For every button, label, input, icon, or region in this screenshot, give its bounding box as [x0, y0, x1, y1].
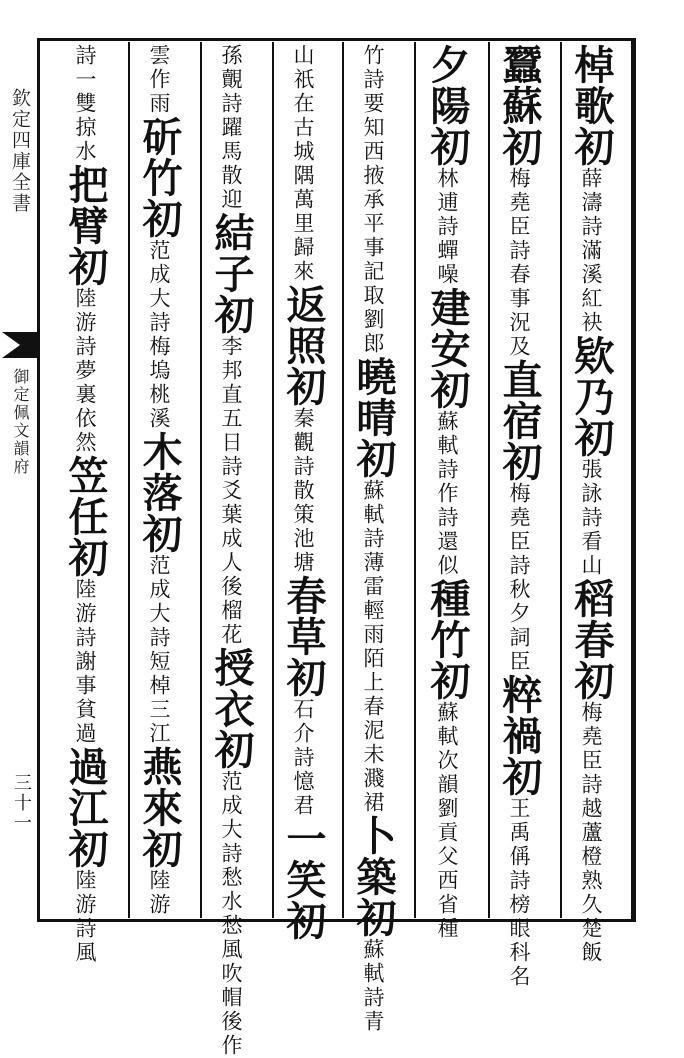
entry-quote: 詩風: [73, 917, 97, 965]
entry-quote: 況及: [507, 311, 531, 359]
entry-head: 返照初: [280, 284, 327, 407]
entry-quote: 蘆橙熟久楚飯: [579, 821, 603, 965]
entry-citation: 李邦直五日詩爻葉: [219, 335, 243, 527]
entry-quote: 山祇在古城隅萬: [291, 44, 315, 212]
entry-head: 一笑初: [280, 818, 327, 941]
entry-citation: 蘇軾: [361, 938, 385, 986]
entry-head: 卜築初: [350, 815, 397, 938]
entry-citation: 張詠詩看: [579, 458, 603, 554]
entry-citation: 石介詩憶: [291, 698, 315, 794]
entry-quote: 孫覿詩躍馬: [219, 44, 243, 164]
text-column: [350, 44, 397, 1034]
text-column: [136, 44, 183, 917]
entry-head: 把臂初: [62, 164, 109, 287]
column-divider: [128, 42, 130, 918]
entry-quote: 榜眼科名: [507, 893, 531, 989]
entry-quote: 散迎: [219, 164, 243, 212]
entry-head: 授衣初: [208, 647, 255, 770]
entry-quote: 陌上春泥未濺裙: [361, 647, 385, 815]
entry-citation: 梅堯臣詩秋夕: [507, 482, 531, 626]
entry-head: 結子初: [208, 212, 255, 335]
entry-head: 欵乃初: [568, 335, 615, 458]
text-column: [496, 44, 543, 989]
entry-quote: 噪: [435, 263, 459, 287]
entry-citation: 梅堯臣詩越: [579, 701, 603, 821]
entry-head: 笠任初: [62, 455, 109, 578]
column-divider: [342, 42, 344, 918]
entry-head: 過江初: [62, 746, 109, 869]
entry-quote: 君: [291, 794, 315, 818]
entry-quote: 成人後榴花: [219, 527, 243, 647]
entry-citation: 范成大詩短棹: [147, 554, 171, 698]
entry-head: 蠶蘇初: [496, 44, 543, 167]
page-number: 三十一: [11, 773, 32, 833]
entry-head: 粹禍初: [496, 674, 543, 797]
entry-quote: 還似: [435, 530, 459, 578]
column-divider: [272, 42, 274, 918]
entry-quote: 池塘: [291, 527, 315, 575]
text-column: [424, 44, 471, 941]
entry-citation: 王禹偁詩: [507, 797, 531, 893]
entry-citation: 范成大詩愁水: [219, 770, 243, 914]
entry-quote: 詩青: [361, 986, 385, 1034]
text-column: [280, 44, 327, 941]
entry-quote: 紅袂: [579, 287, 603, 335]
entry-head: 曉晴初: [350, 356, 397, 479]
entry-quote: 三江: [147, 698, 171, 746]
column-divider: [488, 42, 490, 918]
entry-citation: 陸游詩夢裏: [73, 287, 97, 407]
entry-citation: 薛濤詩滿溪: [579, 167, 603, 287]
entry-quote: 里歸來: [291, 212, 315, 284]
entry-citation: 陸游: [147, 869, 171, 917]
entry-head: 建安初: [424, 287, 471, 410]
entry-quote: 竹詩要知西掖承平: [361, 44, 385, 236]
entry-quote: 依然: [73, 407, 97, 455]
entry-head: 夕陽初: [424, 44, 471, 167]
fish-tail-ornament-icon: [0, 328, 40, 362]
entry-head: 棹歌初: [568, 44, 615, 167]
entry-head: 直宿初: [496, 359, 543, 482]
entry-quote: 桃溪: [147, 383, 171, 431]
page-margin: [0, 38, 40, 922]
entry-head: 斫竹初: [136, 116, 183, 239]
column-divider: [560, 42, 562, 918]
column-divider: [200, 42, 202, 918]
entry-quote: 事記取劉郎: [361, 236, 385, 356]
book-title: 欽定四庫全書: [9, 88, 31, 214]
entry-head: 稻春初: [568, 578, 615, 701]
entry-quote: 雲作雨: [147, 44, 171, 116]
entry-quote: 詩一雙掠: [73, 44, 97, 140]
entry-citation: 蘇軾次韻劉貢父西省種: [435, 701, 459, 941]
entry-citation: 蘇軾詩作詩: [435, 410, 459, 530]
entry-quote: 愁風吹帽後作: [219, 914, 243, 1058]
text-column: [208, 44, 255, 1058]
entry-head: 春草初: [280, 575, 327, 698]
volume-title: 御定佩文韻府: [11, 368, 30, 476]
text-column: [568, 44, 615, 965]
entry-citation: 梅堯臣詩春事: [507, 167, 531, 311]
entry-citation: 秦觀詩散策: [291, 407, 315, 527]
column-divider: [414, 42, 416, 918]
entry-citation: 蘇軾詩薄雷輕雨: [361, 479, 385, 647]
entry-citation: 陸游: [73, 869, 97, 917]
entry-quote: 貧過: [73, 698, 97, 746]
text-column: [62, 44, 109, 965]
entry-head: 種竹初: [424, 578, 471, 701]
entry-quote: 山: [579, 554, 603, 578]
entry-citation: 范成大詩梅塢: [147, 239, 171, 383]
entry-citation: 陸游詩謝事: [73, 578, 97, 698]
entry-quote: 詞臣: [507, 626, 531, 674]
entry-head: 木落初: [136, 431, 183, 554]
entry-head: 燕來初: [136, 746, 183, 869]
entry-quote: 水: [73, 140, 97, 164]
entry-citation: 林逋詩蟬: [435, 167, 459, 263]
